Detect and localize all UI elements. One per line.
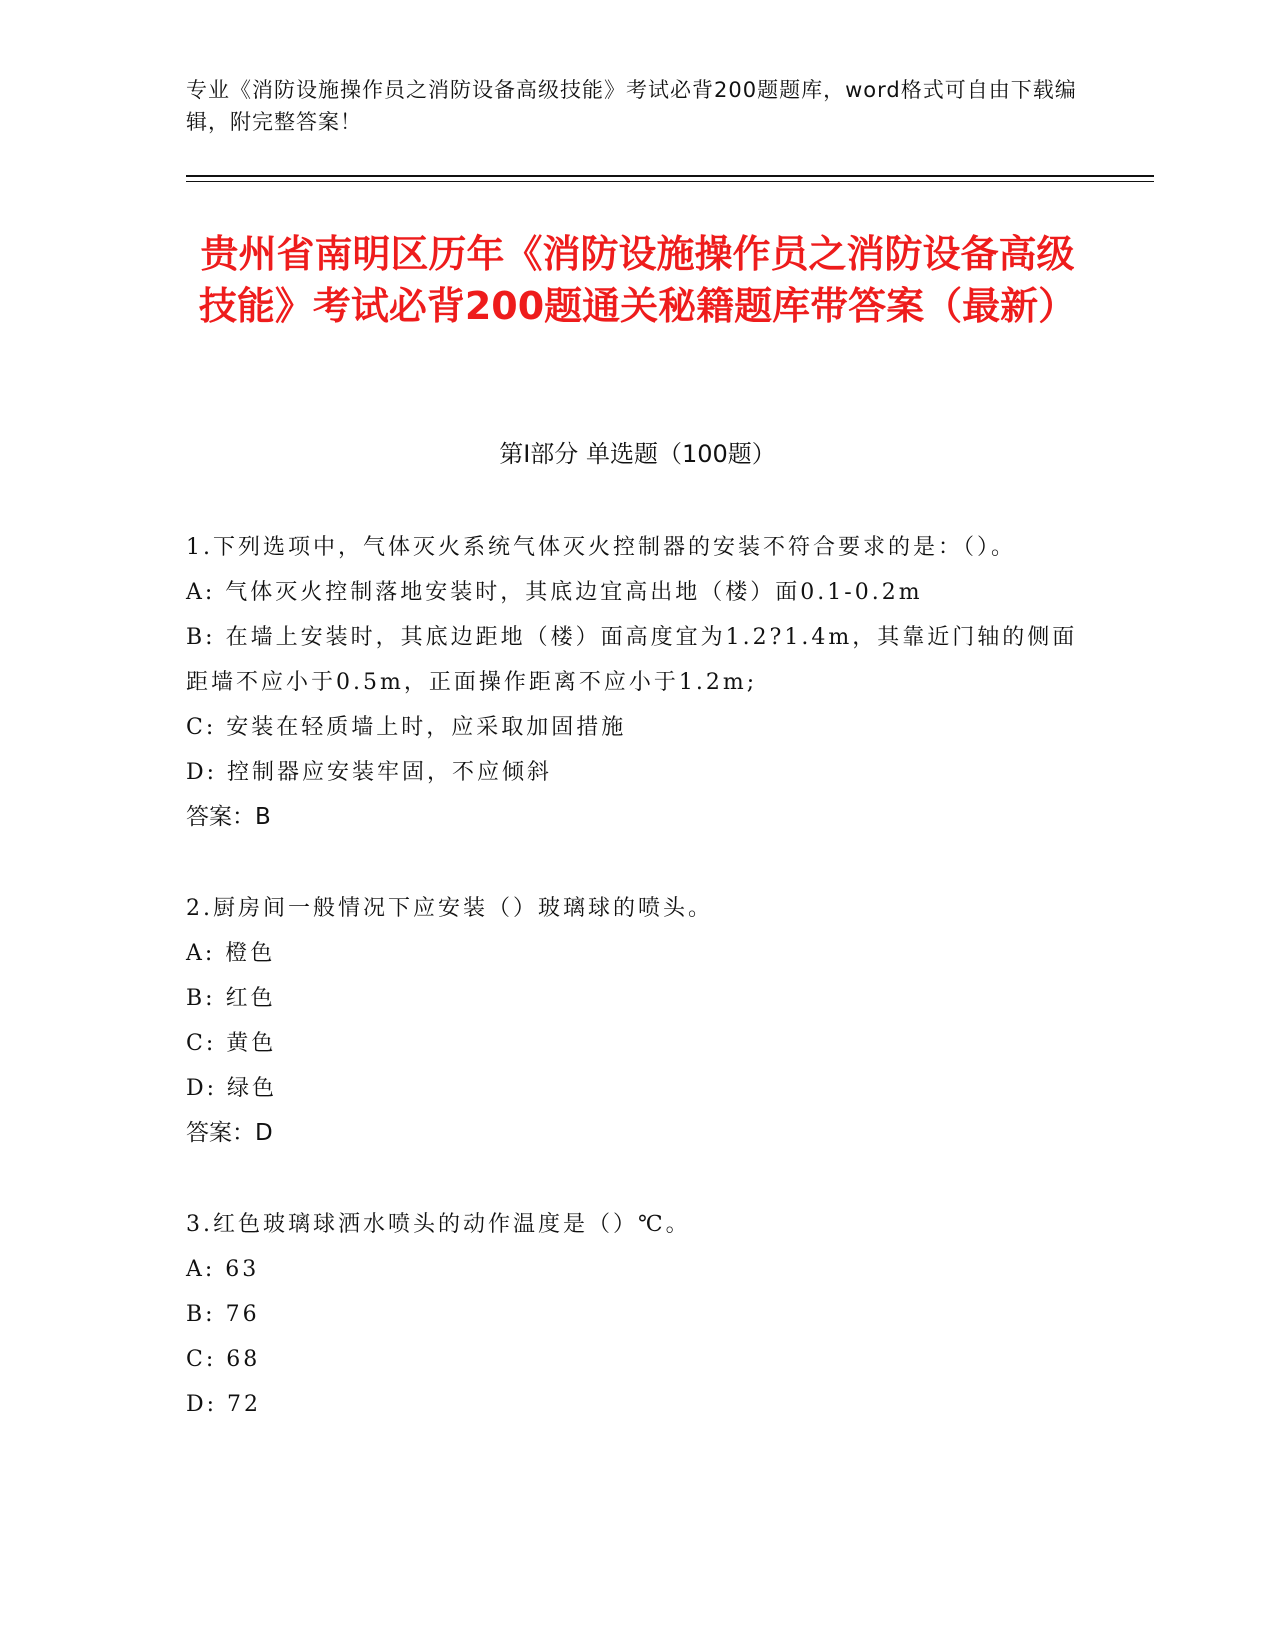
section-title: 第Ⅰ部分 单选题（100题） bbox=[499, 440, 776, 468]
option-b: B: 在墙上安装时，其底边距地（楼）面高度宜为1.2?1.4m，其靠近门轴的侧面距墙不应小于0.5m，正面操作距离不应小于1.2m; bbox=[186, 625, 1078, 695]
document-title: 贵州省南明区历年《消防设施操作员之消防设备高级技能》考试必背200题通关秘籍题库带答案（最新） bbox=[198, 232, 1077, 328]
question-stem: 1.下列选项中，气体灭火系统气体灭火控制器的安装不符合要求的是：（）。 bbox=[186, 535, 1016, 560]
question-stem: 2.厨房间一般情况下应安装（）玻璃球的喷头。 bbox=[186, 896, 713, 921]
question-list bbox=[186, 525, 1086, 1473]
option-d: D: 72 bbox=[186, 1392, 262, 1417]
header-rule-thick bbox=[186, 175, 1154, 177]
header-note: 专业《消防设施操作员之消防设备高级技能》考试必背200题题库，word格式可自由下载编辑，附完整答案！ bbox=[186, 78, 1077, 134]
question-2 bbox=[186, 886, 1086, 1156]
question-stem: 3.红色玻璃球洒水喷头的动作温度是（）℃。 bbox=[186, 1212, 691, 1237]
option-b: B: 红色 bbox=[186, 986, 276, 1011]
header-rule-thin bbox=[186, 181, 1154, 182]
option-d: D: 绿色 bbox=[186, 1076, 278, 1101]
option-b: B: 76 bbox=[186, 1302, 260, 1327]
answer: 答案：D bbox=[186, 1120, 273, 1146]
option-d: D: 控制器应安装牢固，不应倾斜 bbox=[186, 760, 553, 785]
option-a: A: 橙色 bbox=[186, 941, 276, 966]
option-a: A: 气体灭火控制落地安装时，其底边宜高出地（楼）面0.1-0.2m bbox=[186, 580, 923, 605]
option-c: C: 安装在轻质墙上时，应采取加固措施 bbox=[186, 715, 627, 740]
option-c: C: 黄色 bbox=[186, 1031, 277, 1056]
answer: 答案：B bbox=[186, 804, 271, 830]
question-1 bbox=[186, 525, 1086, 840]
option-a: A: 63 bbox=[186, 1257, 260, 1282]
question-3 bbox=[186, 1202, 1086, 1427]
option-c: C: 68 bbox=[186, 1347, 261, 1372]
